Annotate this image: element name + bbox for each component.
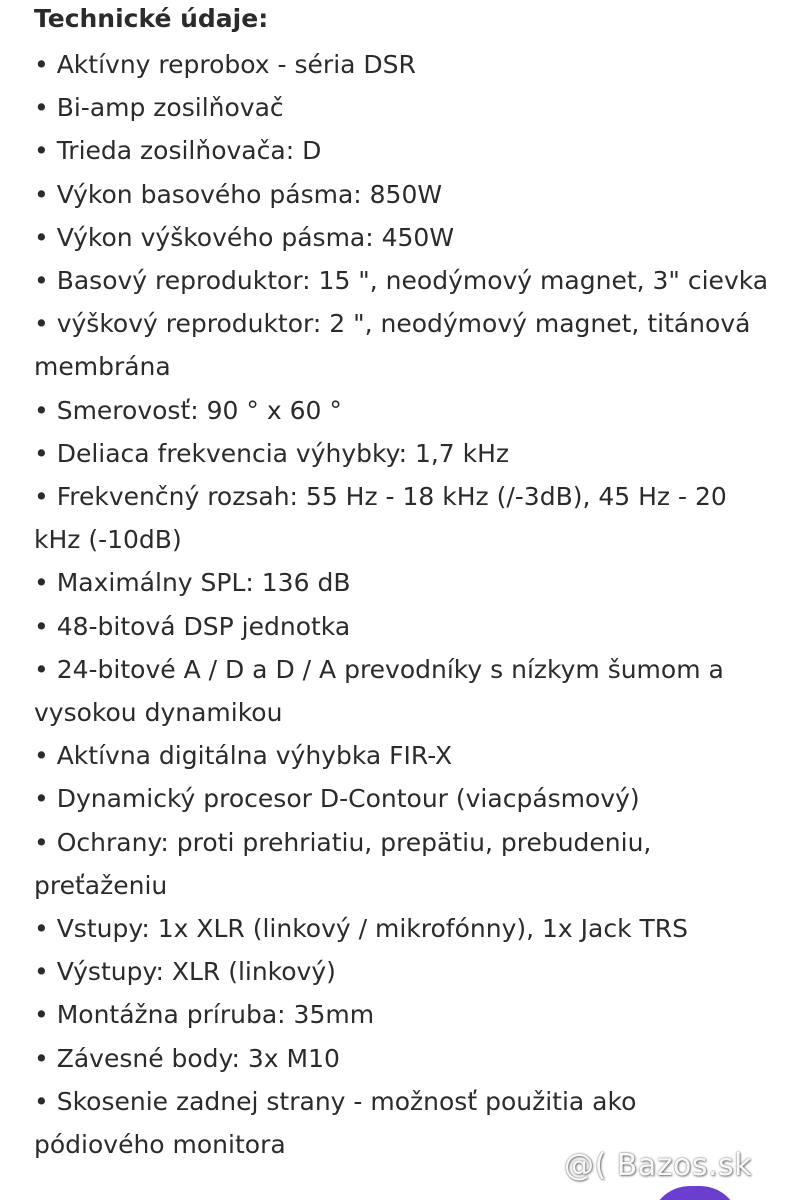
spec-item-text: Smerovosť: 90 ° x 60 ° bbox=[56, 395, 342, 425]
spec-item-text: Maximálny SPL: 136 dB bbox=[56, 568, 351, 598]
bullet-icon: • bbox=[34, 395, 57, 425]
spec-item-text: Aktívna digitálna výhybka FIR-X bbox=[56, 741, 453, 771]
spec-item bbox=[34, 43, 774, 86]
spec-item bbox=[34, 777, 774, 820]
bullet-icon: • bbox=[34, 741, 57, 771]
spec-item-text: Aktívny reprobox - séria DSR bbox=[56, 50, 416, 79]
spec-item-text: Výkon basového pásma: 850W bbox=[56, 179, 443, 209]
spec-item bbox=[34, 907, 774, 950]
spec-item-text: Deliaca frekvencia výhybky: 1,7 kHz bbox=[56, 438, 510, 468]
spec-item bbox=[34, 302, 774, 388]
bullet-icon: • bbox=[34, 784, 57, 814]
spec-item-text: Trieda zosilňovača: D bbox=[56, 136, 322, 166]
spec-item-text: 24-bitové A / D a D / A prevodníky s nízkym šumom a vysokou dynamikou bbox=[34, 654, 724, 728]
spec-list bbox=[34, 43, 774, 1166]
spec-item bbox=[34, 561, 774, 604]
spec-item-text: Bi-amp zosilňovač bbox=[56, 93, 284, 123]
bullet-icon: • bbox=[34, 50, 57, 79]
spec-item-text: Montážna príruba: 35mm bbox=[56, 1000, 375, 1030]
floating-action-button[interactable] bbox=[650, 1186, 740, 1200]
bullet-icon: • bbox=[34, 136, 57, 166]
spec-heading: Technické údaje: bbox=[34, 4, 269, 33]
spec-item-text: Skosenie zadnej strany - možnosť použitia ako pódiového monitora bbox=[34, 1086, 637, 1160]
spec-item-text: 48-bitová DSP jednotka bbox=[56, 611, 351, 641]
bullet-icon: • bbox=[34, 1000, 57, 1030]
spec-item bbox=[34, 389, 774, 432]
spec-item bbox=[34, 1037, 774, 1080]
bazos-watermark: @( Bazos.sk bbox=[564, 1148, 752, 1183]
spec-item-text: Výkon výškového pásma: 450W bbox=[56, 222, 455, 252]
spec-item bbox=[34, 648, 774, 734]
spec-item bbox=[34, 259, 774, 302]
bullet-icon: • bbox=[34, 654, 57, 684]
spec-item bbox=[34, 734, 774, 777]
bullet-icon: • bbox=[34, 914, 57, 944]
bullet-icon: • bbox=[34, 266, 57, 296]
spec-item bbox=[34, 86, 774, 129]
spec-item bbox=[34, 173, 774, 216]
bullet-icon: • bbox=[34, 482, 57, 512]
spec-item bbox=[34, 993, 774, 1036]
bullet-icon: • bbox=[34, 957, 57, 987]
spec-item bbox=[34, 605, 774, 648]
bullet-icon: • bbox=[34, 438, 57, 468]
spec-item-text: Vstupy: 1x XLR (linkový / mikrofónny), 1x Jack TRS bbox=[56, 914, 689, 944]
spec-item-text: Dynamický procesor D-Contour (viacpásmový) bbox=[56, 784, 640, 814]
bullet-icon: • bbox=[34, 1086, 57, 1116]
bullet-icon: • bbox=[34, 93, 57, 123]
spec-item-text: Basový reproduktor: 15 ", neodýmový magnet, 3" cievka bbox=[56, 266, 769, 296]
spec-item-text: Frekvenčný rozsah: 55 Hz - 18 kHz (/-3dB), 45 Hz - 20 kHz (-10dB) bbox=[34, 482, 727, 555]
spec-item bbox=[34, 129, 774, 172]
bullet-icon: • bbox=[34, 568, 57, 598]
spec-item-text: Ochrany: proti prehriatiu, prepätiu, prebudeniu, preťaženiu bbox=[34, 827, 652, 900]
spec-section bbox=[34, 0, 774, 1166]
bullet-icon: • bbox=[34, 309, 57, 339]
spec-item-text: Závesné body: 3x M10 bbox=[56, 1043, 340, 1073]
spec-item bbox=[34, 475, 774, 561]
bullet-icon: • bbox=[34, 1043, 57, 1073]
bullet-icon: • bbox=[34, 611, 57, 641]
spec-item bbox=[34, 216, 774, 259]
bullet-icon: • bbox=[34, 827, 57, 857]
bullet-icon: • bbox=[34, 179, 57, 209]
spec-item-text: Výstupy: XLR (linkový) bbox=[56, 957, 336, 987]
spec-item bbox=[34, 950, 774, 993]
spec-item bbox=[34, 821, 774, 907]
spec-item bbox=[34, 432, 774, 475]
bullet-icon: • bbox=[34, 222, 57, 252]
spec-item-text: výškový reproduktor: 2 ", neodýmový magnet, titánová membrána bbox=[34, 309, 751, 382]
